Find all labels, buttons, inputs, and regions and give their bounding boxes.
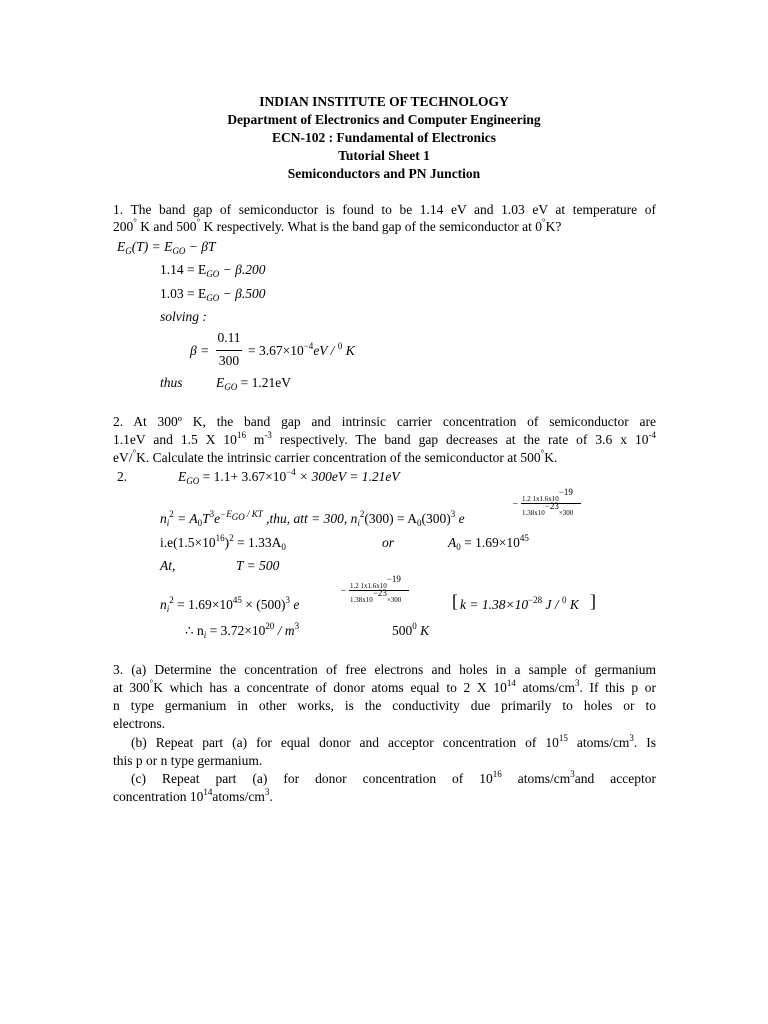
q2-boltzmann-bracket-right: ]: [590, 591, 596, 611]
q1-line-1: 1. The band gap of semiconductor is found to be 1.14 eV and 1.03 eV at temperature of: [113, 202, 656, 217]
q1-fraction-denominator: 300: [218, 353, 240, 368]
q3-part-b-line-2: this p or n type germanium.: [113, 753, 263, 768]
q2-boltzmann-bracket-left: [: [452, 591, 458, 611]
q1-solving-label: solving :: [160, 309, 207, 324]
q1-equation-band-gap: $E_G(T) = E_{GO} - \beta T$: [117, 239, 216, 256]
q3-line-4: electrons.: [113, 716, 166, 731]
institute-title: INDIAN INSTITUTE OF TECHNOLOGY: [259, 94, 509, 109]
q1-equation-200: $1.14 = E_{GO} - \beta.200$: [160, 262, 266, 279]
q2-solution-number: 2.: [117, 469, 128, 484]
course-title: ECN-102 : Fundamental of Electronics: [272, 130, 496, 145]
q2-exponent2-numerator: 1.2 $1x1.6x10^{-19}$: [350, 574, 401, 590]
q2-exponent-denominator: $1.38x10^{-23}\times 300$: [522, 501, 574, 517]
q2-temperature: T = 500: [236, 558, 280, 573]
q2-ni-500-equation: $n_i^2 = 1.69\times 10^{45} \times (500)^3$ e: [160, 595, 300, 614]
q1-fraction-line: [216, 350, 242, 351]
q3-line-1: 3. (a) Determine the concentration of free electrons and holes in a sample of germanium: [113, 662, 656, 677]
q1-beta-label: β =: [190, 343, 210, 358]
q1-line-2: 200° K and 500° K respectively. What is the band gap of the semiconductor at 0°K?: [113, 217, 562, 234]
topic-title: Semiconductors and PN Junction: [287, 166, 481, 181]
q1-fraction-numerator: 0.11: [217, 330, 241, 345]
sheet-title: Tutorial Sheet 1: [338, 148, 430, 163]
q3-part-b-line-1: (b) Repeat part (a) for equal donor and acceptor concentration of $10^{15}$ atoms/$cm^3$. Is: [131, 733, 656, 750]
q2-line-1: 2. At 300º K, the band gap and intrinsic carrier concentration of semiconductor are: [113, 414, 656, 429]
q2-a0-value: $A_0 = 1.69\times 10^{45}$: [448, 533, 529, 552]
department-title: Department of Electronics and Computer Engineering: [227, 112, 541, 127]
q2-line-2: 1.1eV and 1.5 X $10^{16}$ $m^{-3}$ respectively. The band gap decreases at the rate of 3.6 x $10^{-4}$: [113, 430, 656, 447]
q2-exponent-minus: −: [512, 499, 519, 510]
q2-intrinsic-equation: $n_i^2 = A_0T^3e^{-E_{GO} / KT}$ ,thu, att = 300, $n_i^2(300) = A_0(300)^3$ e: [160, 509, 465, 528]
q1-beta-value: = $3.67\times 10^{-4}eV / ^0$ K: [248, 341, 355, 358]
q2-exponent-numerator: 1.2 $1x1.6x10^{-19}$: [522, 487, 573, 503]
q2-ni-result: ∴ $n_i = 3.72\times 10^{20} / m^3$: [185, 621, 300, 640]
q2-boltzmann-constant: $k = 1.38\times 10^{-28}$ J / $^0$ K: [460, 595, 579, 612]
q1-equation-500: $1.03 = E_{GO} - \beta.500$: [160, 286, 266, 303]
q3-line-3: n type germanium in other works, is the conductivity due primarily to holes or to: [113, 698, 656, 713]
q2-result-temperature: $500^0$ K: [392, 621, 430, 638]
q2-constant-equation: $i.e(1.5\times 10^{16})^2 = 1.33A_0$: [160, 533, 286, 552]
q3-part-c-line-2: concentration $10^{14}atoms/cm^3$.: [113, 787, 273, 804]
q2-line-3: eV/°K. Calculate the intrinsic carrier concentration of the semiconductor at 500°K.: [113, 448, 558, 465]
q2-ego-equation: $E_{GO} = 1.1+ 3.67\times 10^{-4} \times 300eV = 1.21eV$: [178, 467, 400, 486]
q2-or-label: or: [382, 535, 395, 550]
q2-at-label: At,: [160, 558, 176, 573]
q2-exponent2-minus: −: [340, 586, 347, 597]
q1-result: $E_{GO} = 1.21eV$: [216, 375, 291, 392]
q3-part-c-line-1: (c) Repeat part (a) for donor concentration of $10^{16}$ atoms/$cm^3and$ acceptor: [131, 769, 656, 786]
q3-line-2: at 300°K which has a concentrate of donor atoms equal to 2 X $10^{14}$ atoms/$cm^3$. If this p or: [113, 678, 656, 695]
q1-thus-label: thus: [160, 375, 183, 390]
q2-exponent2-denominator: $1.38x10^{-23}\times 300$: [350, 588, 402, 604]
